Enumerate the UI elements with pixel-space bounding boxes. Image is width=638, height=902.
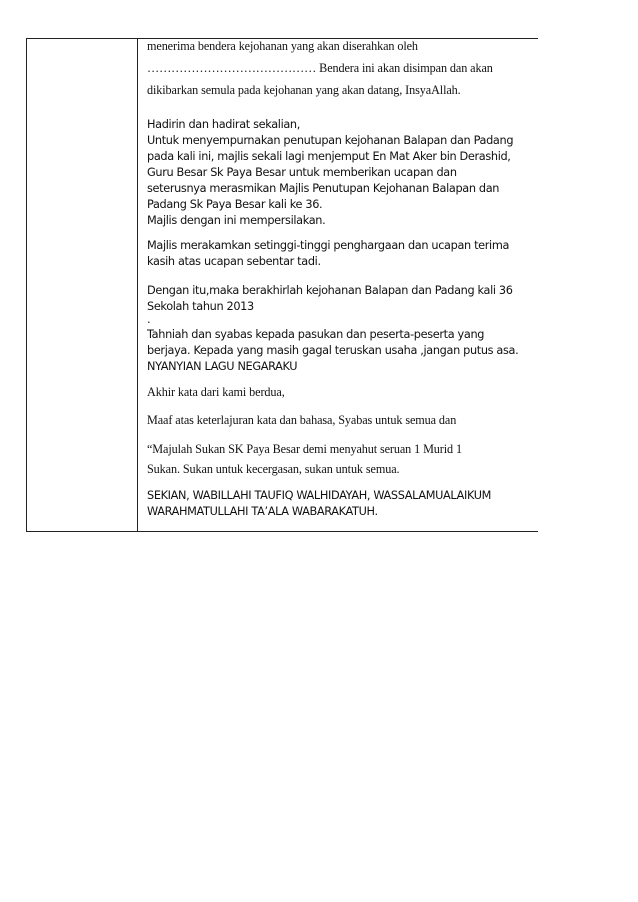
text-line-invite: pada kali ini, majlis sekali lagi menjemput En Mat Aker bin Derashid, xyxy=(147,150,511,163)
text-line-apology: Maaf atas keterlajuran kata dan bahasa, Syabas untuk semua dan xyxy=(147,413,457,427)
text-line-dot: . xyxy=(147,313,151,326)
text-line-salutation-1: SEKIAN, WABILLAHI TAUFIQ WALHIDAYAH, WASSALAMUALAIKUM xyxy=(147,489,492,502)
text-line-congrats: Tahniah dan syabas kepada pasukan dan peserta-peserta yang xyxy=(147,328,485,341)
text-line-headmaster: Guru Besar Sk Paya Besar untuk memberikan ucapan dan xyxy=(147,166,457,179)
text-line-welcome: Majlis dengan ini mempersilakan. xyxy=(147,214,326,227)
text-line-event-edition: Padang Sk Paya Besar kali ke 36. xyxy=(147,198,323,211)
text-line-greeting: Hadirin dan hadirat sekalian, xyxy=(147,118,300,131)
text-line-receive-flag: menerima bendera kejohanan yang akan diserahkan oleh xyxy=(147,39,418,53)
table-column-divider xyxy=(137,39,138,531)
text-line-salutation-2: WARAHMATULLAHI TA’ALA WABARAKATUH. xyxy=(147,505,378,518)
text-line-sport-for-all: Sukan. Sukan untuk kecergasan, sukan untuk semua. xyxy=(147,462,400,476)
text-line-slogan: “Majulah Sukan SK Paya Besar demi menyahut seruan 1 Murid 1 xyxy=(147,442,462,456)
text-line-thanks: kasih atas ucapan sebentar tadi. xyxy=(147,255,321,268)
text-line-year: Sekolah tahun 2013 xyxy=(147,300,254,313)
text-line-final-words: Akhir kata dari kami berdua, xyxy=(147,385,285,399)
text-line-flag-stored: …………………………………… Bendera ini akan disimpan dan akan xyxy=(147,61,493,75)
text-line-event-end: Dengan itu,maka berakhirlah kejohanan Balapan dan Padang kali 36 xyxy=(147,284,513,297)
text-line-anthem: NYANYIAN LAGU NEGARAKU xyxy=(147,360,298,373)
text-line-flag-raised: dikibarkan semula pada kejohanan yang akan datang, InsyaAllah. xyxy=(147,83,461,97)
text-line-appreciation: Majlis merakamkan setinggi-tinggi penghargaan dan ucapan terima xyxy=(147,239,510,252)
text-line-officiate: seterusnya merasmikan Majlis Penutupan Kejohanan Balapan dan xyxy=(147,182,500,195)
text-line-encourage: berjaya. Kepada yang masih gagal teruskan usaha ,jangan putus asa. xyxy=(147,344,519,357)
text-line-closing-intro: Untuk menyempurnakan penutupan kejohanan Balapan dan Padang xyxy=(147,134,514,147)
